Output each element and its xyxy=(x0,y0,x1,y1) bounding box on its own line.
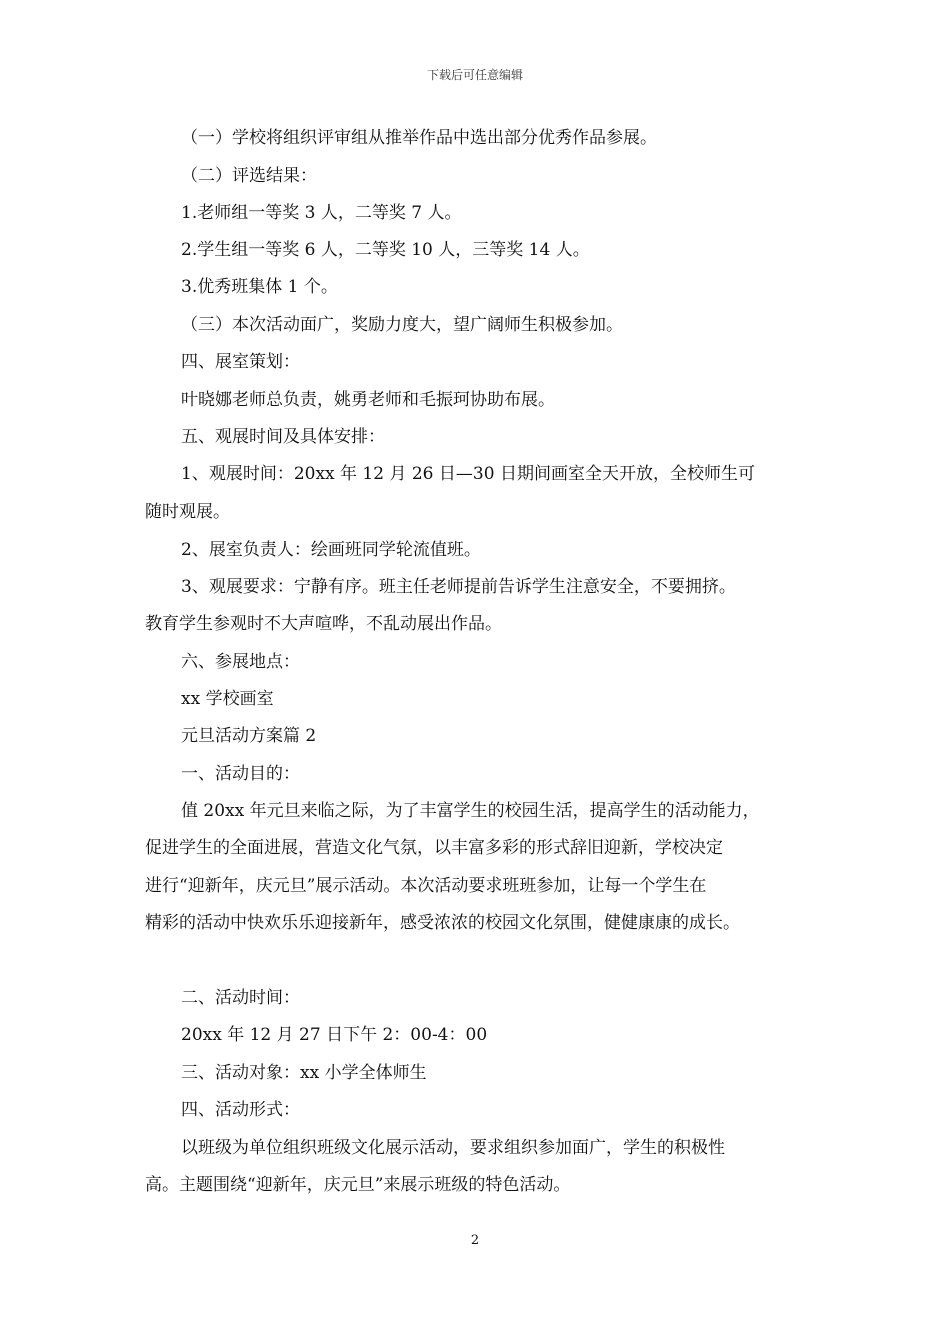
paragraph-line: 五、观展时间及具体安排： xyxy=(181,427,385,447)
paragraph-line: （二）评选结果： xyxy=(181,166,317,186)
paragraph-line: 1、观展时间：20xx 年 12 月 26 日—30 日期间画室全天开放，全校师生可 xyxy=(181,464,755,484)
paragraph-line: 高。主题围绕“迎新年，庆元旦”来展示班级的特色活动。 xyxy=(145,1175,571,1195)
paragraph-line: 3、观展要求：宁静有序。班主任老师提前告诉学生注意安全，不要拥挤。 xyxy=(181,577,736,597)
paragraph-line: 20xx 年 12 月 27 日下午 2：00-4：00 xyxy=(181,1025,488,1045)
paragraph-line: 2.学生组一等奖 6 人，二等奖 10 人，三等奖 14 人。 xyxy=(181,240,590,260)
section-heading: 元旦活动方案篇 2 xyxy=(181,726,317,746)
paragraph-line: （三）本次活动面广，奖励力度大，望广阔师生积极参加。 xyxy=(181,315,623,335)
paragraph-line: 精彩的活动中快欢乐乐迎接新年，感受浓浓的校园文化氛围，健健康康的成长。 xyxy=(145,913,740,933)
page-number: 2 xyxy=(470,1233,480,1248)
paragraph-line: 随时观展。 xyxy=(145,502,230,522)
paragraph-line: 六、参展地点： xyxy=(181,652,300,672)
paragraph-line: 教育学生参观时不大声喧哗，不乱动展出作品。 xyxy=(145,614,502,634)
paragraph-line: 叶晓娜老师总负责，姚勇老师和毛振珂协助布展。 xyxy=(181,390,555,410)
paragraph-line: 值 20xx 年元旦来临之际，为了丰富学生的校园生活，提高学生的活动能力， xyxy=(181,801,760,821)
paragraph-line: 二、活动时间： xyxy=(181,988,300,1008)
page-header: 下载后可任意编辑 xyxy=(426,68,523,82)
paragraph-line: 3.优秀班集体 1 个。 xyxy=(181,277,338,297)
paragraph-line: 三、活动对象：xx 小学全体师生 xyxy=(181,1063,427,1083)
paragraph-line: 四、展室策划： xyxy=(181,352,300,372)
paragraph-line: 一、活动目的： xyxy=(181,764,300,784)
paragraph-line: 以班级为单位组织班级文化展示活动，要求组织参加面广，学生的积极性 xyxy=(181,1138,725,1158)
paragraph-line: xx 学校画室 xyxy=(181,689,274,709)
paragraph-line: 促进学生的全面进展，营造文化气氛，以丰富多彩的形式辞旧迎新，学校决定 xyxy=(145,838,723,858)
paragraph-line: 进行“迎新年，庆元旦”展示活动。本次活动要求班班参加，让每一个学生在 xyxy=(145,876,707,896)
paragraph-line: 1.老师组一等奖 3 人，二等奖 7 人。 xyxy=(181,203,462,223)
paragraph-line: 四、活动形式： xyxy=(181,1100,300,1120)
paragraph-line: 2、展室负责人：绘画班同学轮流值班。 xyxy=(181,540,481,560)
paragraph-line: （一）学校将组织评审组从推举作品中选出部分优秀作品参展。 xyxy=(181,128,657,148)
